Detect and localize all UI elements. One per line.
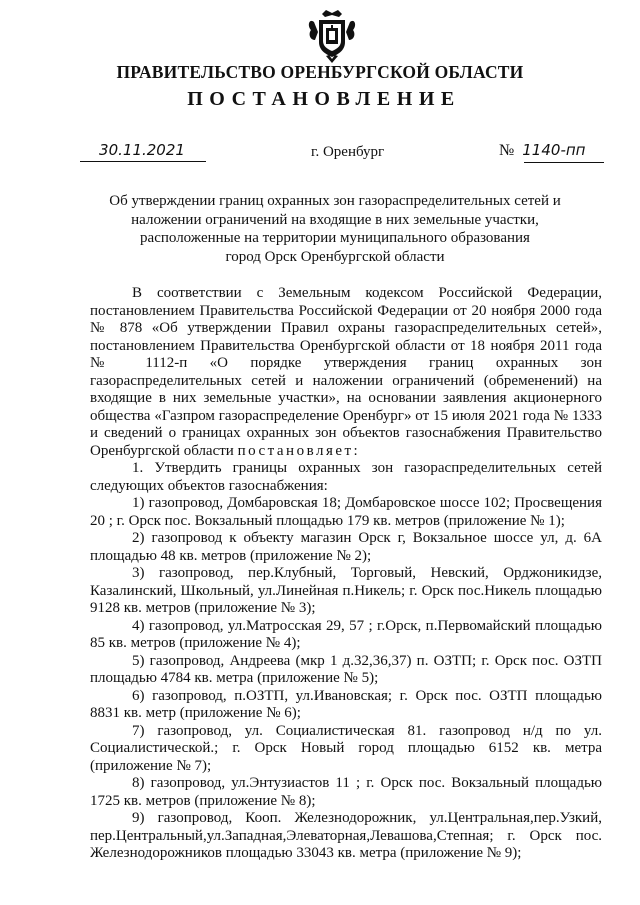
subitem: 4) газопровод, ул.Матросская 29, 57 ; г.Орск, п.Первомайский площадью 85 кв. метров (приложение № 4); xyxy=(90,617,602,651)
document-number xyxy=(499,141,585,160)
subitem: 8) газопровод, ул.Энтузиастов 11 ; г. Орск пос. Вокзальный площадью 1725 кв. метров (приложение № 8); xyxy=(90,775,602,809)
subitem: 3) газопровод, пер.Клубный, Торговый, Невский, Орджоникидзе, Казалинский, Школьный, ул.Линейная п.Никель; г. Орск пос.Никель площадью 9128 кв. метров (приложение № 3); xyxy=(90,565,602,616)
document-city: г. Оренбург xyxy=(311,144,385,160)
number-sign: № xyxy=(499,142,515,159)
document-date: 30.11.2021 xyxy=(99,141,185,159)
number-value: 1140-пп xyxy=(522,141,586,159)
subject-line: наложении ограничений на входящие в них земельные участки, xyxy=(131,211,539,228)
date-underline xyxy=(80,161,206,162)
preamble-text: В соответствии с Земельным кодексом Российской Федерации, постановлением Правительства Российской Федерации от 20 ноября 2000 года № 878 «Об утверждении Правил охраны газораспределительных сетей», постановлением Правительства Оренбургской области от 18 ноября 2011 года № 1112-п «О порядке утверждения границ охранных зон газораспределительных сетей и наложении ограничений (обременений) на входящие в них земельные участки», на основании заявления акционерного общества «Газпром газораспределение Оренбург» от 15 июля 2021 года № 1333 и сведений о границах охранных зон объектов газоснабжения Правительство Оренбургской области xyxy=(90,285,602,459)
subject-line: Об утверждении границ охранных зон газораспределительных сетей и xyxy=(109,193,561,209)
organization-title: ПРАВИТЕЛЬСТВО ОРЕНБУРГСКОЙ ОБЛАСТИ xyxy=(116,62,524,82)
subitem: 2) газопровод к объекту магазин Орск г, Вокзальное шоссе ул, д. 6А площадью 48 кв. метров (приложение № 2); xyxy=(90,530,602,564)
document-subject xyxy=(100,192,570,266)
number-underline xyxy=(524,162,604,163)
subitem: 7) газопровод, ул. Социалистическая 81. газопровод н/д по ул. Социалистической.; г. Орск Новый город площадью 6152 кв. метра (приложение № 7); xyxy=(90,722,602,774)
resolve-word: постановляет: xyxy=(237,442,361,459)
subject-line: расположенные на территории муниципального образования xyxy=(140,230,530,246)
subitem: 5) газопровод, Андреева (мкр 1 д.32,36,37) п. ОЗТП; г. Орск пос. ОЗТП площадью 4784 кв. метра (приложение № 5); xyxy=(90,652,602,686)
item-1: 1. Утвердить границы охранных зон газораспределительных сетей следующих объектов газоснабжения: xyxy=(90,460,602,494)
preamble-paragraph xyxy=(90,285,602,460)
document-type-title: ПОСТАНОВЛЕНИЕ xyxy=(187,88,461,110)
subitem: 1) газопровод, Домбаровская 18; Домбаровское шоссе 102; Просвещения 20 ; г. Орск пос. Вокзальный площадью 179 кв. метров (приложение № 1); xyxy=(90,495,602,529)
subject-line: город Орск Оренбургской области xyxy=(225,248,445,265)
document-body xyxy=(90,285,602,863)
subitem: 9) газопровод, Кооп. Железнодорожник, ул.Центральная,пер.Узкий, пер.Центральный,ул.Западная,Элеваторная,Левашова,Степная; г. Орск пос. Железнодорожников площадью 33043 кв. метра (приложение № 9); xyxy=(90,810,602,861)
subitem: 6) газопровод, п.ОЗТП, ул.Ивановская; г. Орск пос. ОЗТП площадью 8831 кв. метр (приложение № 6); xyxy=(90,687,602,721)
coat-of-arms-icon xyxy=(306,8,358,64)
